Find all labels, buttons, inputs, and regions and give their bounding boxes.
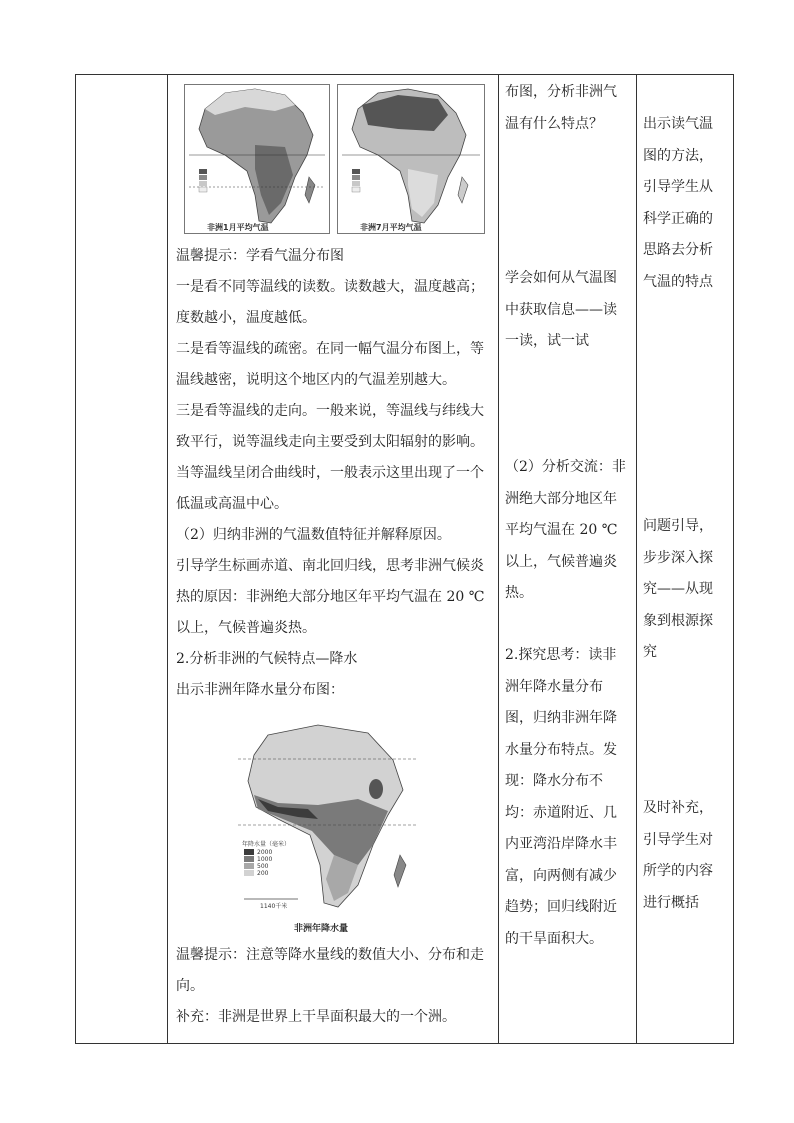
- column-divider: [498, 75, 499, 1043]
- column-divider: [167, 75, 168, 1043]
- tip-2: 二是看等温线的疏密。在同一幅气温分布图上，等温线越密，说明这个地区内的气温差别越大。: [176, 341, 484, 388]
- rain-scale: 1140千米: [260, 903, 288, 910]
- temp-tips: [176, 241, 491, 706]
- africa-jan-map-graphic: [185, 85, 329, 233]
- tip-3: 三是看等温线的走向。一般来说，等温线与纬线大致平行，说等温线走向主要受到太阳辐射的影响。当等温线呈闭合曲线时，一般表示这里出现了一个低温或高温中心。: [176, 403, 484, 512]
- student-block-4: 2.探究思考：读非洲年降水量分布图，归纳非洲年降水量分布特点。发现：降水分布不均：赤道附近、几内亚湾沿岸降水丰富，向两侧有减少趋势；回归线附近的干旱面积大。: [505, 647, 617, 947]
- intent-block-3: 及时补充，引导学生对所学的内容进行概括: [643, 800, 713, 911]
- student-block-3: （2）分析交流：非洲绝大部分地区年平均气温在 20 ℃以上，气候普遍炎热。: [505, 459, 626, 601]
- intent-block-1: 出示读气温图的方法，引导学生从科学正确的思路去分析气温的特点: [643, 116, 713, 290]
- jan-map-caption: 非洲1月平均气温: [207, 223, 269, 232]
- supplement: 补充：非洲是世界上干旱面积最大的一个洲。: [176, 1009, 456, 1025]
- show-rain-map: 出示非洲年降水量分布图：: [176, 682, 344, 698]
- africa-jul-temp-map: [337, 84, 485, 234]
- rain-legend-200: 200: [257, 870, 269, 877]
- africa-jan-temp-map: [184, 84, 330, 234]
- rain-legend-500: 500: [257, 863, 269, 870]
- rain-map-caption: 非洲年降水量: [294, 924, 349, 934]
- lesson-table: [75, 74, 734, 1044]
- step-2-question: （2）归纳非洲的气温数值特征并解释原因。: [176, 527, 451, 543]
- rain-tips: [176, 940, 491, 1033]
- africa-rainfall-map: [238, 715, 418, 935]
- rain-legend-2000: 2000: [257, 849, 273, 856]
- rain-legend-1000: 1000: [257, 856, 273, 863]
- rain-tip: 温馨提示：注意等降水量线的数值大小、分布和走向。: [176, 947, 484, 994]
- section-heading-rainfall: 2.分析非洲的气候特点—降水: [176, 651, 358, 667]
- guide-text: 引导学生标画赤道、南北回归线，思考非洲气候炎热的原因：非洲绝大部分地区年平均气温在 20 ℃以上，气候普遍炎热。: [176, 558, 485, 636]
- column-divider: [636, 75, 637, 1043]
- student-block-2: 学会如何从气温图中获取信息——读一读，试一试: [505, 270, 617, 349]
- student-block-1: 布图，分析非洲气温有什么特点？: [505, 84, 617, 132]
- tip-1: 一是看不同等温线的读数。读数越大，温度越高；度数越小，温度越低。: [176, 279, 484, 326]
- tip-heading: 温馨提示：学看气温分布图: [176, 248, 344, 264]
- rain-legend-title: 年降水量（毫米）: [242, 841, 291, 848]
- africa-jul-map-graphic: [338, 85, 484, 233]
- intent-block-2: 问题引导，步步深入探究——从现象到根源探究: [643, 518, 713, 660]
- rain-map-graphic: [238, 715, 418, 915]
- jul-map-caption: 非洲7月平均气温: [360, 223, 422, 232]
